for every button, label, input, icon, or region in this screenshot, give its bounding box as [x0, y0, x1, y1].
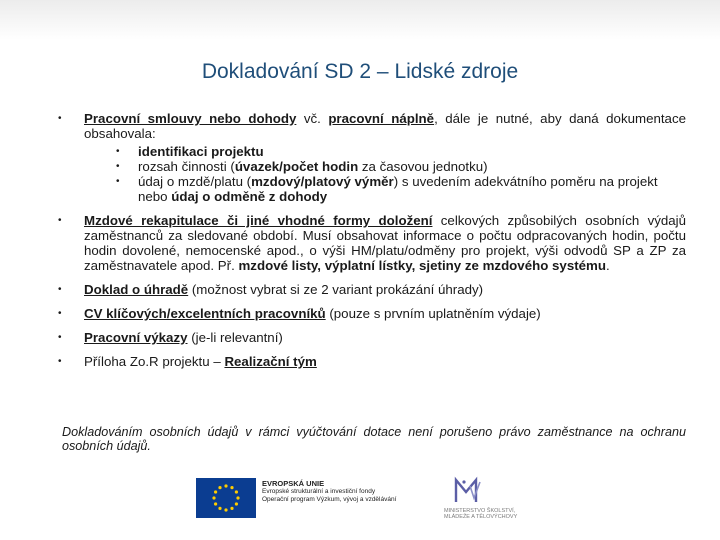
list-item-attachment — [56, 354, 686, 369]
eu-flag-icon — [196, 478, 256, 518]
subitem-rest: ) s uvedením adekvátního poměru na projekt nebo — [138, 174, 658, 204]
payment-proof-label: Doklad o úhradě — [84, 282, 189, 297]
payroll-end: . — [606, 258, 610, 273]
contracts-mid: vč. — [296, 111, 329, 126]
payroll-examples: mzdové listy, výplatní lístky, sjetiny ze mzdového systému — [238, 258, 606, 273]
subitem-bold: mzdový/platový výměr — [251, 174, 394, 189]
list-item-contracts — [56, 111, 686, 141]
privacy-note: Dokladováním osobních údajů v rámci vyúčtování dotace není porušeno právo zaměstnance na ochranu osobních údajů. — [62, 425, 686, 453]
timesheets-rest: (je-li relevantní) — [187, 330, 283, 345]
subitem-label: identifikaci projektu — [138, 144, 264, 159]
subitem-text: rozsah činnosti ( — [138, 159, 235, 174]
top-shade — [0, 0, 720, 40]
timesheets-label: Pracovní výkazy — [84, 330, 188, 345]
payment-proof-rest: (možnost vybrat si ze 2 variant prokázání úhrady) — [188, 282, 484, 297]
eu-line2: Operační program Výzkum, vývoj a vzdělávání — [262, 496, 397, 503]
bullet-dot: • — [58, 308, 62, 319]
payroll-rest: celkových způsobilých osobních výdajů zaměstnanců za sledované období. Musí obsahovat informace o počtu odpracovaných hodin, počtu hodin dovolené, nemocenské apod., o výši HM/platu/odměny pro projekt, výši odvodů SP a ZP za zaměstnavatele apod. Př. — [84, 213, 687, 273]
subitem-salary — [56, 174, 686, 204]
subitem-bold-end: údaj o odměně z dohody — [171, 189, 328, 204]
msmt-caption — [444, 508, 517, 520]
bullet-dot: • — [116, 176, 120, 187]
bullet-dot: • — [58, 284, 62, 295]
contracts-label: Pracovní smlouvy nebo dohody — [84, 111, 297, 126]
subitem-text: údaj o mzdě/platu ( — [138, 174, 252, 189]
list-item-cv — [56, 306, 686, 321]
subitem-scope — [56, 159, 686, 174]
eu-line1: Evropské strukturální a investiční fondy — [262, 488, 376, 495]
bullet-list — [56, 111, 686, 378]
msmt-logo-icon — [444, 476, 524, 522]
job-description-label: pracovní náplně — [328, 111, 435, 126]
sub-list — [56, 144, 686, 204]
team-label: Realizační tým — [224, 354, 317, 369]
footer-logos — [196, 476, 526, 524]
list-item-timesheets — [56, 330, 686, 345]
eu-title: EVROPSKÁ UNIE — [262, 479, 325, 488]
subitem-rest: za časovou jednotku) — [358, 159, 488, 174]
bullet-dot: • — [58, 215, 62, 226]
msmt-line1: MINISTERSTVO ŠKOLSTVÍ, — [444, 508, 516, 514]
cv-rest: (pouze s prvním uplatněním výdaje) — [325, 306, 541, 321]
eu-caption — [262, 480, 396, 504]
bullet-dot: • — [116, 146, 120, 157]
subitem-project-id — [56, 144, 686, 159]
bullet-dot: • — [58, 113, 62, 124]
cv-label: CV klíčových/excelentních pracovníků — [84, 306, 326, 321]
payroll-label: Mzdové rekapitulace či jiné vhodné formy doložení — [84, 213, 433, 228]
contracts-rest: , dále je nutné, aby daná dokumentace obsahovala: — [84, 111, 686, 141]
list-item-payroll — [56, 213, 686, 273]
attachment-text: Příloha Zo.R projektu – — [84, 354, 225, 369]
slide-title: Dokladování SD 2 – Lidské zdroje — [201, 60, 519, 83]
msmt-line2: MLÁDEŽE A TĚLOVÝCHOVY — [444, 514, 518, 520]
list-item-payment-proof — [56, 282, 686, 297]
bullet-dot: • — [58, 332, 62, 343]
subitem-bold: úvazek/počet hodin — [234, 159, 359, 174]
bullet-dot: • — [116, 161, 120, 172]
bullet-dot: • — [58, 356, 62, 367]
